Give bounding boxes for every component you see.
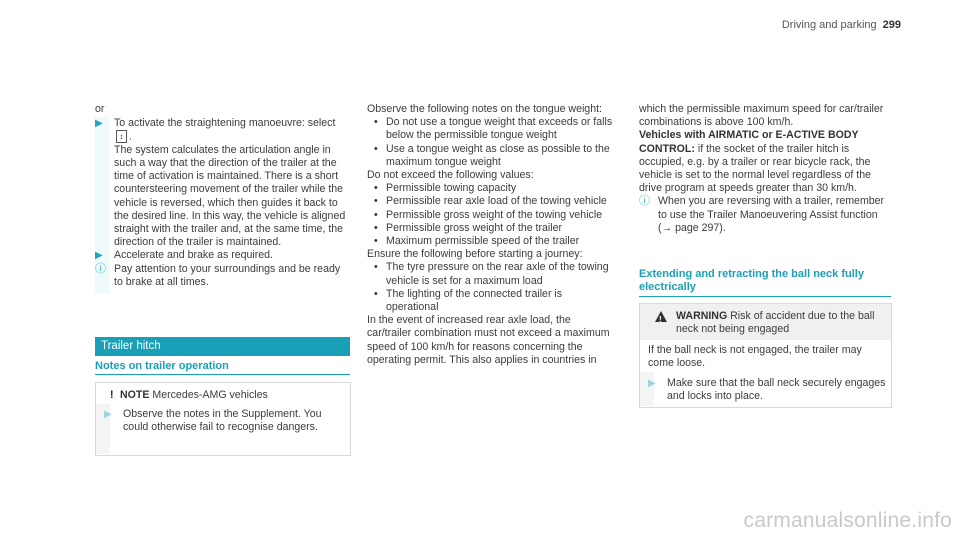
note-header [110,389,268,402]
subhead-ball-neck: Extending and retracting the ball neck fully electrically [639,268,864,294]
note-step-text: Observe the notes in the Supplement. You could otherwise fail to recognise dangers. [123,408,322,434]
trailer-straighten-icon: ↕ [116,130,127,143]
warning-triangle-icon [655,311,667,322]
speed-paragraph: which the permissible maximum speed for car/trailer combinations is above 100 km/h. [639,103,884,129]
warning-header [640,304,891,340]
list-item: • Do not use a tongue weight that exceeds or falls below the permissible tongue weight [367,116,617,142]
step2-text: Accelerate and brake as required. [114,249,273,262]
column-2 [367,103,617,367]
warning-box [639,303,892,408]
list-item: • Permissible towing capacity [367,182,617,195]
info-text: Pay attention to your surroundings and be ready to brake at all times. [114,262,341,288]
note-label: NOTE [120,389,150,401]
page-header [782,19,901,32]
note-box [95,382,351,456]
step-1 [95,117,349,249]
step1-text: To activate the straightening manoeuvre: select [114,117,336,129]
warning-label: WARNING [676,310,728,322]
info-note [639,195,891,235]
step-arrow-icon: ▶ [95,118,103,129]
note-step [104,408,341,434]
subhead-trailer-operation: Notes on trailer operation [95,360,229,372]
page-number: 299 [882,19,901,31]
airmatic-text: if the socket of the trailer hitch is occupied, e.g. by a trailer or rear bicycle rack, the vehicle is set to the normal level regardless of the drive program at speeds greater than 30 km/h. [639,142,872,195]
step-arrow-icon: ▶ [104,409,112,420]
note-title: Mercedes-AMG vehicles [152,389,268,401]
step1-dot: . [129,130,132,143]
list-item: • Permissible rear axle load of the towing vehicle [367,195,617,208]
column-3 [639,103,891,235]
list-item: • Use a tongue weight as close as possible to the maximum tongue weight [367,143,617,169]
info-text: When you are reversing with a trailer, remember to use the Trailer Manoeuvering Assist function (→ page 297). [658,195,885,234]
section-title-bar: Trailer hitch [95,337,350,356]
step-arrow-icon: ▶ [648,378,656,389]
list-item: • The lighting of the connected trailer is operational [367,288,617,314]
warning-title-block [676,310,881,336]
info-icon: ⓘ [95,262,106,275]
step1-description: The system calculates the articulation angle in such a way that the direction of the trailer at the time of activation is maintained. There is a short countersteering movement of the trailer while the vehicle is reversed, which then guides it back to the desired line. In this way, the vehicle is aligned straight with the trailer and, at the same time, the direction of the trailer is maintained. [114,143,346,249]
steps-block [95,117,350,289]
note-exclamation-icon: ! [110,389,114,401]
watermark: carmanualsonline.info [743,508,952,532]
list-item: • Maximum permissible speed of the trailer [367,235,617,248]
list-item: • The tyre pressure on the rear axle of the towing vehicle is set for a maximum load [367,261,617,287]
step-2 [95,249,349,262]
info-icon: ⓘ [639,195,650,208]
values-intro: Do not exceed the following values: [367,169,534,182]
journey-list [367,261,617,314]
values-list [367,182,617,248]
subhead-rule [639,296,891,297]
subhead-rule [95,374,350,375]
axle-load-paragraph: In the event of increased rear axle load, the car/trailer combination must not exceed a maximum speed of 100 km/h for reasons concerning the operating permit. This also applies in countries in [367,314,610,366]
or-text: or [95,103,105,115]
warning-title: Risk of accident due to the ball neck not being engaged [676,310,875,336]
tongue-weight-list [367,116,617,169]
step-arrow-icon: ▶ [95,250,103,262]
tongue-weight-intro: Observe the following notes on the tongue weight: [367,103,602,115]
section-name: Driving and parking [781,19,877,31]
info-note [95,263,349,289]
list-item: • Permissible gross weight of the towing vehicle [367,209,617,222]
journey-intro: Ensure the following before starting a journey: [367,248,583,261]
warning-step-text: Make sure that the ball neck securely engages and locks into place. [667,377,886,403]
warning-body: If the ball neck is not engaged, the trailer may come loose. [648,344,862,370]
airmatic-lead: Vehicles with AIRMATIC or E-ACTIVE BODY CONTROL: [639,129,859,155]
warning-step [648,377,887,403]
list-item: • Permissible gross weight of the trailer [367,222,617,235]
